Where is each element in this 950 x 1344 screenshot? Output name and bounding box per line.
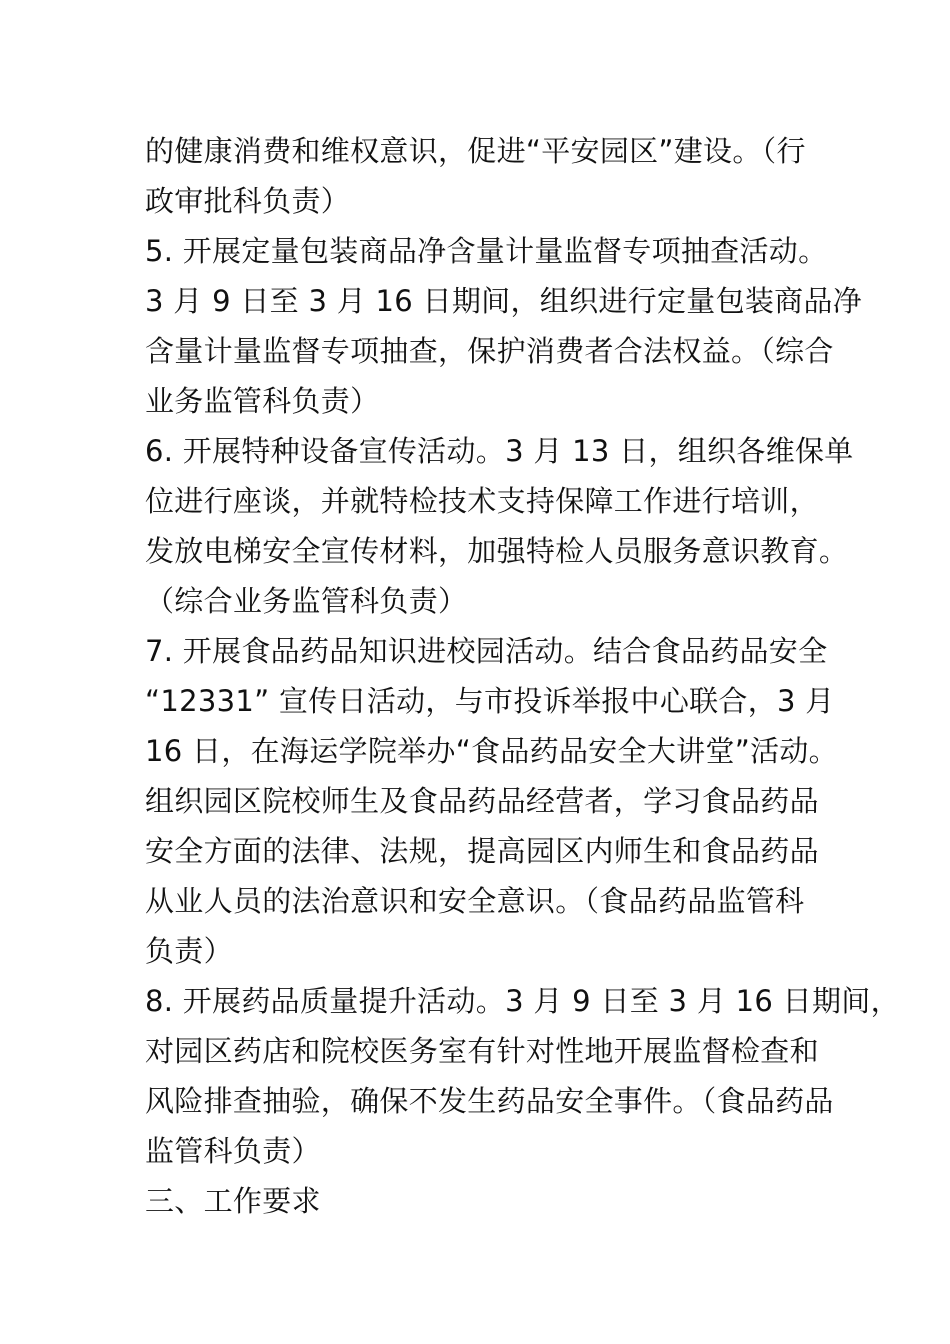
- item-7-heading: 7. 开展食品药品知识进校园活动。结合食品药品安全: [145, 634, 828, 668]
- text-line: 组织园区院校师生及食品药品经营者，学习食品药品: [145, 784, 819, 818]
- text-line: 业务监管科负责）: [145, 384, 380, 418]
- text-line: 的健康消费和维权意识，促进“平安园区”建设。（行: [145, 134, 806, 168]
- text-line: 从业人员的法治意识和安全意识。（食品药品监管科: [145, 884, 805, 918]
- text-line: 3 月 9 日至 3 月 16 日期间，组织进行定量包装商品净: [145, 284, 863, 318]
- text-line: 政审批科负责）: [145, 184, 351, 218]
- text-line: 安全方面的法律、法规，提高园区内师生和食品药品: [145, 834, 819, 868]
- text-line: 含量计量监督专项抽查，保护消费者合法权益。（综合: [145, 334, 834, 368]
- item-6-heading: 6. 开展特种设备宣传活动。3 月 13 日，组织各维保单: [145, 434, 854, 468]
- item-8-heading: 8. 开展药品质量提升活动。3 月 9 日至 3 月 16 日期间，: [145, 984, 900, 1018]
- text-line: 监管科负责）: [145, 1134, 321, 1168]
- text-line: （综合业务监管科负责）: [145, 584, 468, 618]
- text-line: 风险排查抽验，确保不发生药品安全事件。（食品药品: [145, 1084, 834, 1118]
- text-line: 16 日，在海运学院举办“食品药品安全大讲堂”活动。: [145, 734, 838, 768]
- text-line: 对园区药店和院校医务室有针对性地开展监督检查和: [145, 1034, 819, 1068]
- text-line: 位进行座谈，并就特检技术支持保障工作进行培训，: [145, 484, 819, 518]
- section-heading: 三、工作要求: [145, 1184, 321, 1218]
- text-line: 发放电梯安全宣传材料，加强特检人员服务意识教育。: [145, 534, 849, 568]
- text-line: “12331” 宣传日活动，与市投诉举报中心联合，3 月: [145, 684, 835, 718]
- text-line: 负责）: [145, 934, 233, 968]
- item-5-heading: 5. 开展定量包装商品净含量计量监督专项抽查活动。: [145, 234, 828, 268]
